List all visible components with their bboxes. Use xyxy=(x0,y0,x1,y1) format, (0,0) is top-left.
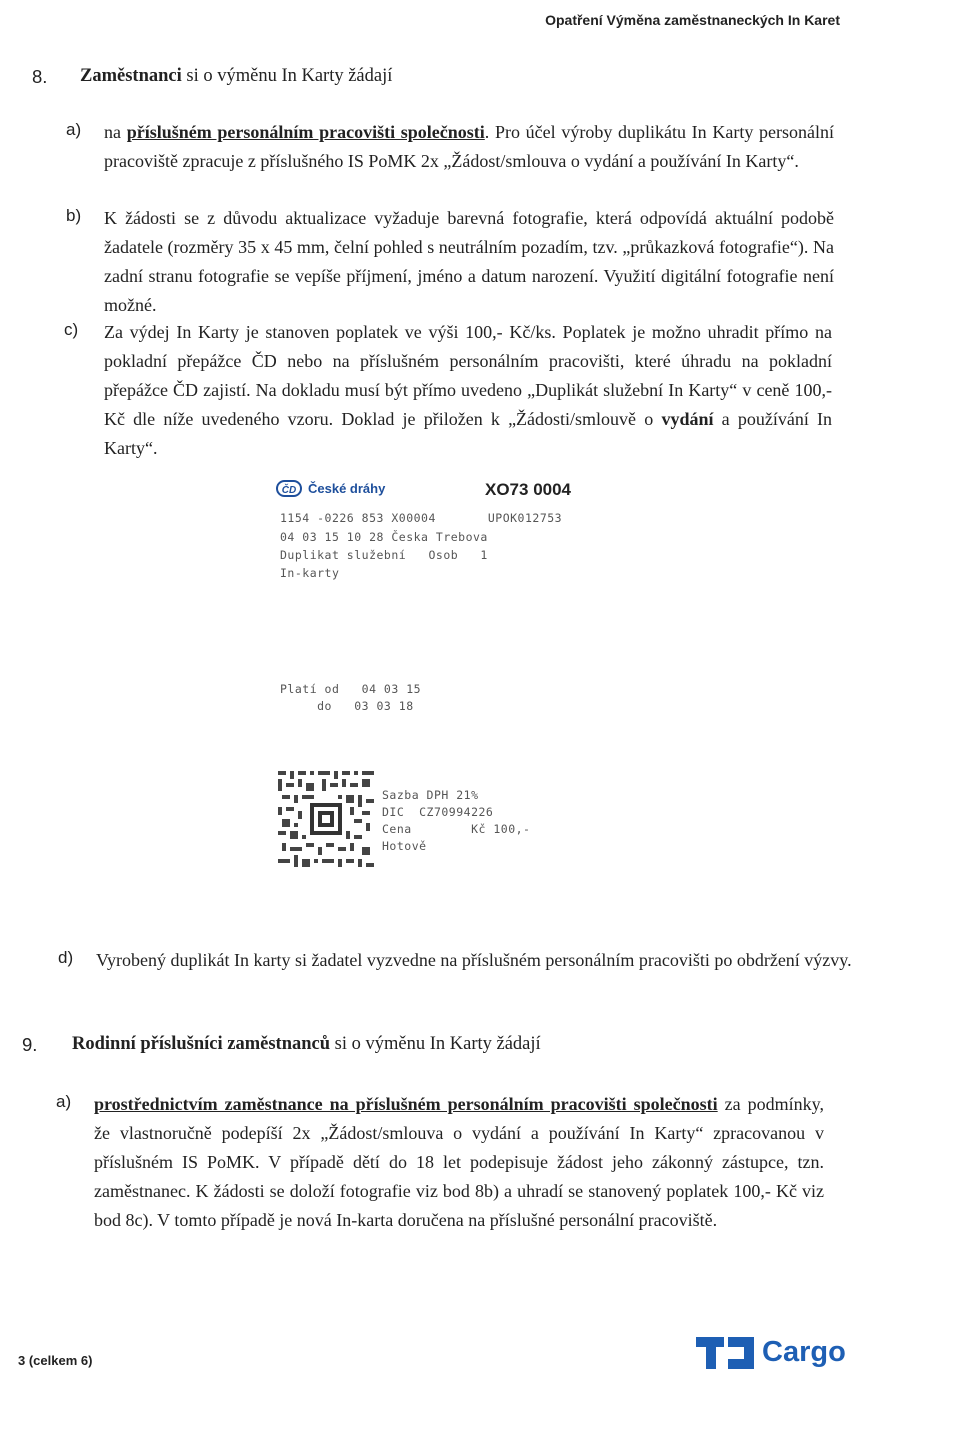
cd-logo-text: České dráhy xyxy=(308,481,386,496)
section-8-title-bold: Zaměstnanci xyxy=(80,66,182,86)
receipt-line: 04 03 15 10 28 Česka Trebova xyxy=(280,530,488,544)
item-label: b) xyxy=(66,206,82,225)
item-text-bold-tail: vydání xyxy=(661,409,714,429)
item-text xyxy=(104,318,832,463)
cd-logo xyxy=(276,480,385,497)
receipt-validity-line: do 03 03 18 xyxy=(280,699,414,713)
item-label: a) xyxy=(66,120,82,139)
item-text-prefix: na xyxy=(104,122,127,142)
receipt-line: In-karty xyxy=(280,566,340,580)
item-text xyxy=(94,1090,824,1235)
receipt-serial: XO73 0004 xyxy=(485,480,572,499)
receipt-tax-line: Sazba DPH 21% xyxy=(382,788,479,802)
section-9-number: 9. xyxy=(22,1034,38,1055)
receipt-line: 1154 -0226 853 X00004 UPOK012753 xyxy=(280,511,563,525)
section-8-title-rest: si o výměnu In Karty žádají xyxy=(181,66,393,86)
item-label: c) xyxy=(64,320,79,339)
section-8-number: 8. xyxy=(32,66,48,87)
section-8-title xyxy=(80,66,392,87)
item-text xyxy=(104,118,834,176)
qr-code-icon xyxy=(278,771,374,867)
cd-cargo-logo xyxy=(696,1336,846,1369)
section-9-title-rest: si o výměnu In Karty žádají xyxy=(330,1034,541,1054)
section-9-title-bold: Rodinní příslušníci zaměstnanců xyxy=(72,1034,331,1054)
item-text-underlined: příslušném personálním pracovišti společnosti xyxy=(126,122,485,142)
item-text-main: Za výdej In Karty je stanoven poplatek ve výši 100,- Kč/ks. Poplatek je možno uhradit přímo na pokladní přepážce ČD nebo na příslušném personálním pracovišti, které úhradu na pokladní přepážce ČD zajistí. Na dokladu musí být přímo uvedeno „Duplikát služební In Karty“ v ceně 100,- Kč dle níže uvedeného vzoru. Doklad je přiložen k „Žádosti/smlouvě o xyxy=(104,322,832,429)
receipt-line: Duplikat služební Osob 1 xyxy=(280,548,488,562)
item-text: Vyrobený duplikát In karty si žadatel vyzvedne na příslušném personálním pracovišti po obdržení výzvy. xyxy=(96,950,852,970)
document-header-title: Opatření Výměna zaměstnaneckých In Karet xyxy=(545,12,840,28)
receipt-validity-line: Platí od 04 03 15 xyxy=(280,682,422,696)
cd-cargo-logo-text: Cargo xyxy=(762,1336,846,1368)
item-text-rest: za podmínky, že vlastnoručně podepíší 2x „Žádost/smlouva o vydání a používání In Karty“ zpracovanou v příslušném IS PoMK. V případě dětí do 18 let podepisuje žádost jeho zákonný zástupce, tzn. zaměstnanec. K žádosti se doloží fotografie viz bod 8b) a uhradí se stanovený poplatek 100,- Kč viz bod 8c). V tomto případě je nová In-karta doručena na příslušné personální pracoviště. xyxy=(94,1094,824,1230)
receipt-tax-line: Cena Kč 100,- xyxy=(382,822,531,836)
cd-logo-icon: ČD xyxy=(276,480,302,497)
receipt-tax-line: Hotově xyxy=(382,839,427,853)
item-text-rest: . Pro účel výroby duplikátu In Karty personální pracoviště zpracuje z příslušného IS PoMK 2x „Žádost/smlouva o vydání a používání In Karty“. xyxy=(104,122,835,171)
item-label: d) xyxy=(58,948,74,967)
receipt-tax-line: DIC CZ70994226 xyxy=(382,805,494,819)
item-text: K žádosti se z důvodu aktualizace vyžaduje barevná fotografie, která odpovídá aktuální podobě žadatele (rozměry 35 x 45 mm, čelní pohled s neutrálním pozadím, tzv. „průkazková fotografie“). Na zadní stranu fotografie se vepíše příjmení, jméno a datum narození. Využití digitální fotografie není možné. xyxy=(104,208,834,315)
item-label: a) xyxy=(56,1092,72,1111)
cd-cargo-logo-icon xyxy=(696,1337,754,1369)
item-text-tail: a používání In Karty“. xyxy=(104,409,833,458)
item-text-underlined: prostřednictvím zaměstnance na příslušném personálním pracovišti společnosti xyxy=(94,1094,718,1114)
page-number: 3 (celkem 6) xyxy=(18,1353,93,1368)
receipt-sample xyxy=(270,475,600,895)
section-9-title xyxy=(72,1034,541,1055)
